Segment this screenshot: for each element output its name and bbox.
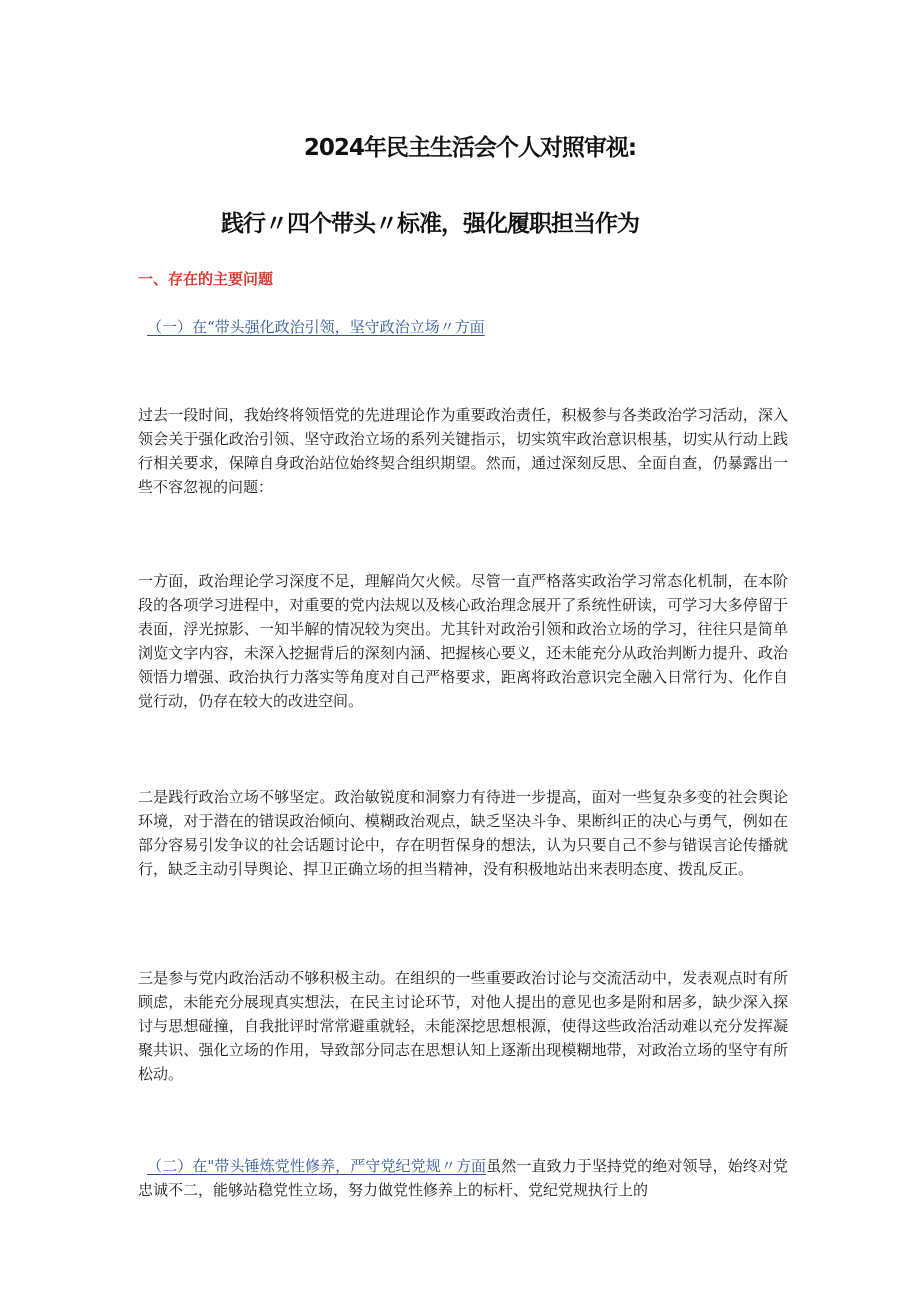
paragraph-intro: 过去一段时间，我始终将领悟党的先进理论作为重要政治责任，积极参与各类政治学习活动，深入领会关于强化政治引领、坚守政治立场的系列关键指示，切实筑牢政治意识根基，切实从行动上践行相关要求，保障自身政治站位始终契合组织期望。然而，通过深刻反思、全面自查，仍暴露出一些不容忽视的问题：: [138, 406, 788, 496]
paragraph-party-discipline-text: 虽然一直致力于坚持党的绝对领导，始终对党忠诚不二，能够站稳党性立场，努力做党性修养上的标杆、党纪党规执行上的: [138, 1157, 788, 1199]
paragraph-party-discipline: [138, 1154, 788, 1202]
paragraph-party-activities: 三是参与党内政治活动不够积极主动。在组织的一些重要政治讨论与交流活动中，发表观点时有所顾虑，未能充分展现真实想法，在民主讨论环节，对他人提出的意见也多是附和居多，缺少深入探讨与思想碰撞，自我批评时常常避重就轻，未能深挖思想根源，使得这些政治活动难以充分发挥凝聚共识、强化立场的作用，导致部分同志在思想认知上逐渐出现模糊地带，对政治立场的坚守有所松动。: [138, 969, 788, 1083]
document-title-line-2: 践行〃四个带头〃标准，强化履职担当作为: [221, 211, 639, 237]
paragraph-political-stance: 二是践行政治立场不够坚定。政治敏锐度和洞察力有待进一步提高，面对一些复杂多变的社会舆论环境，对于潜在的错误政治倾向、模糊政治观点，缺乏坚决斗争、果断纠正的决心与勇气，例如在部分容易引发争议的社会话题讨论中，存在明哲保身的想法，认为只要自己不参与错误言论传播就行，缺乏主动引导舆论、捍卫正确立场的担当精神，没有积极地站出来表明态度、拨乱反正。: [138, 788, 788, 878]
paragraph-theory-study: 一方面，政治理论学习深度不足，理解尚欠火候。尽管一直严格落实政治学习常态化机制，在本阶段的各项学习进程中，对重要的党内法规以及核心政治理念展开了系统性研读，可学习大多停留于表面，浮光掠影、一知半解的情况较为突出。尤其针对政治引领和政治立场的学习，往往只是简单浏览文字内容，未深入挖掘背后的深刻内涵、把握核心要义，还未能充分从政治判断力提升、政治领悟力增强、政治执行力落实等角度对自己严格要求，距离将政治意识完全融入日常行为、化作自觉行动，仍存在较大的改进空间。: [138, 572, 788, 710]
section-heading-problems: 一、存在的主要问题: [138, 270, 274, 288]
subsection-heading-political-guidance[interactable]: （一）在“带头强化政治引领，坚守政治立场〃方面: [147, 318, 485, 336]
subsection-heading-party-spirit[interactable]: （二）在"带头锤炼党性修养，严守党纪党规〃方面: [147, 1157, 487, 1175]
document-title-line-1: 2024年民主生活会个人对照审视:: [303, 135, 637, 161]
